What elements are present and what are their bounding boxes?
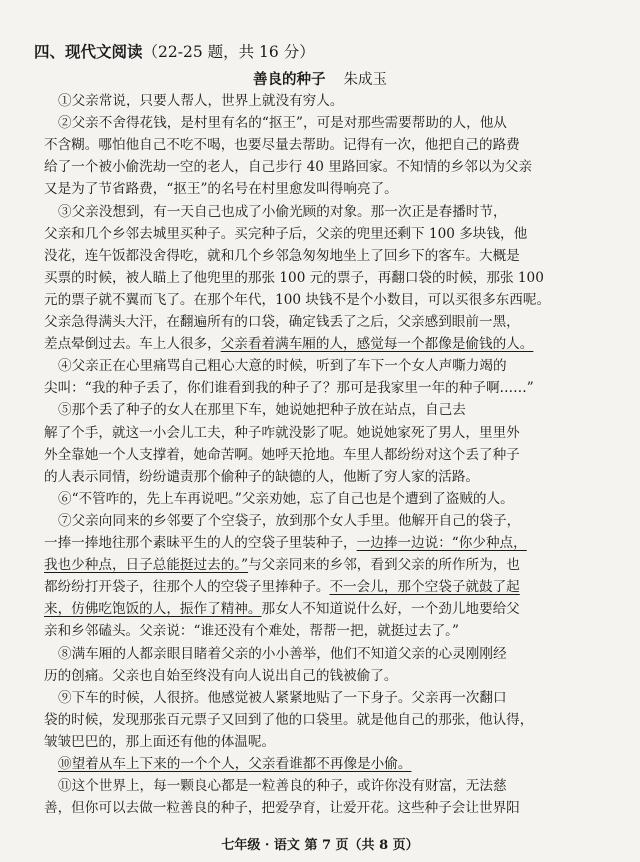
passage-line: 父亲急得满头大汗，在翻遍所有的口袋，确定钱丢了之后，父亲感到眼前一黑， xyxy=(44,314,520,330)
story-author: 朱成玉 xyxy=(343,72,387,88)
passage-line: ④父亲正在心里痛骂自己粗心大意的时候，听到了车下一个女人声嘶力竭的 xyxy=(58,358,507,375)
section-title-text: 四、现代文阅读 xyxy=(34,42,143,61)
passage-line: ⑦父亲向同来的乡邻要了个空袋子，放到那个女人手里。他解开自己的袋子， xyxy=(58,512,521,529)
story-title: 善良的种子 xyxy=(253,71,326,88)
passage-line: 来，仿佛吃饱饭的人，振作了精神。那女人不知道说什么好，一个劲儿地要给父 xyxy=(44,601,520,618)
passage-line: ②父亲不舍得花钱，是村里有名的“抠王”，可是对那些需要帮助的人，他从 xyxy=(58,115,507,132)
underlined-sentence: 来，仿佛吃饱饭的人，振作了精神。 xyxy=(44,601,262,618)
passage-line: 一捧一捧地往那个素昧平生的人的空袋子里装种子，一边捧一边说：“你少种点， xyxy=(44,535,527,551)
passage-line: ③父亲没想到，有一天自己也成了小偷光顾的对象。那一次正是春播时节， xyxy=(58,203,507,220)
passage-line: 的人表示同情，纷纷谴责那个偷种子的缺德的人，他断了穷人家的活路。 xyxy=(44,468,479,485)
passage-line: ①父亲常说，只要人帮人，世界上就没有穷人。 xyxy=(58,93,344,109)
passage-line: 亲和乡邻磕头。父亲说：“谁还没有个难处，帮帮一把，就挺过去了。” xyxy=(44,623,459,640)
passage-line: 元的票子就不翼而飞了。在那个年代，100 块钱不是个小数目，可以买很多东西呢。 xyxy=(44,291,551,308)
passage-line: 善，但你可以去做一粒善良的种子，把爱孕育，让爱开花。这些种子会让世界阳 xyxy=(44,800,520,817)
passage-line: 给了一个被小偷洗劫一空的老人，自己步行 40 里路回家。不知情的乡邻以为父亲 xyxy=(44,159,533,176)
underlined-sentence: 父亲看着满车厢的人，感觉每一个都像是偷钱的人。 xyxy=(220,336,534,353)
underlined-sentence: 一边捧一边说：“你少种点， xyxy=(356,535,527,551)
passage-line: 尖叫：“我的种子丢了，你们谁看到我的种子了？那可是我家里一年的种子啊……” xyxy=(44,380,534,397)
passage-line: 皱皱巴巴的，那上面还有他的体温呢。 xyxy=(44,733,276,750)
story-heading xyxy=(0,68,640,89)
underlined-sentence: 我也少种点，日子总能挺过去的。” xyxy=(44,557,249,574)
passage-line: ⑥“不管咋的，先上车再说吧。”父亲劝她，忘了自己也是个遭到了盗贼的人。 xyxy=(58,490,514,507)
passage-line: 没花，连午饭都没舍得吃，就和几个乡邻急匆匆地坐上了回乡下的客车。大概是 xyxy=(44,247,520,264)
passage-line: 我也少种点，日子总能挺过去的。”与父亲同来的乡邻，看到父亲的所作所为，也 xyxy=(44,557,520,574)
passage-line: 都纷纷打开袋子，往那个人的空袋子里捧种子。不一会儿，那个空袋子就鼓了起 xyxy=(44,579,520,596)
passage-line: 不含糊。哪怕他自己不吃不喝，也要尽量去帮助。记得有一次，他把自己的路费 xyxy=(44,137,520,154)
passage-line: 外全靠她一个人支撑着，她命苦啊。她呼天抢地。车里人都纷纷对这个丢了种子 xyxy=(44,446,520,463)
section-heading xyxy=(34,40,315,62)
passage-line: ⑧满车厢的人都亲眼目睹着父亲的小小善举，他们不知道父亲的心灵刚刚经 xyxy=(58,645,507,662)
page-footer: 七年级 · 语文 第 7 页（共 8 页） xyxy=(221,838,419,853)
passage-line: ⑤那个丢了种子的女人在那里下车，她说她把种子放在站点，自己去 xyxy=(58,402,466,419)
passage-line: 历的创痛。父亲也自始至终没有向人说出自己的钱被偷了。 xyxy=(44,667,398,684)
passage-line: 差点晕倒过去。车上人很多，父亲看着满车厢的人，感觉每一个都像是偷钱的人。 xyxy=(44,336,534,353)
passage-line xyxy=(58,753,618,775)
passage-line: 袋的时候，发现那张百元票子又回到了他的口袋里。就是他自己的那张，他认得， xyxy=(44,711,534,728)
section-score-range: （22-25 题，共 16 分） xyxy=(142,43,315,61)
underlined-sentence: 不一会儿，那个空袋子就鼓了起 xyxy=(329,579,520,596)
passage-line: 父亲和几个乡邻去城里买种子。买完种子后，父亲的兜里还剩下 100 多块钱，他 xyxy=(44,225,528,242)
underlined-sentence: ⑩望着从车上下来的一个个人，父亲看谁都不再像是小偷。 xyxy=(58,756,412,772)
passage-line: 解了个手，就这一小会儿工夫，种子咋就没影了呢。她说她家死了男人，里里外 xyxy=(44,424,520,441)
passage-line: 又是为了节省路费，“抠王”的名号在村里愈发叫得响亮了。 xyxy=(44,181,398,198)
passage-line: ⑨下车的时候，人很挤。他感觉被人紧紧地贴了一下身子。父亲再一次翻口 xyxy=(58,689,507,706)
passage-line: 买票的时候，被人瞄上了他兜里的那张 100 元的票子，再翻口袋的时候，那张 100 xyxy=(44,269,544,286)
passage-line: ⑪这个世界上，每一颗良心都是一粒善良的种子，或许你没有财富，无法慈 xyxy=(58,778,507,795)
